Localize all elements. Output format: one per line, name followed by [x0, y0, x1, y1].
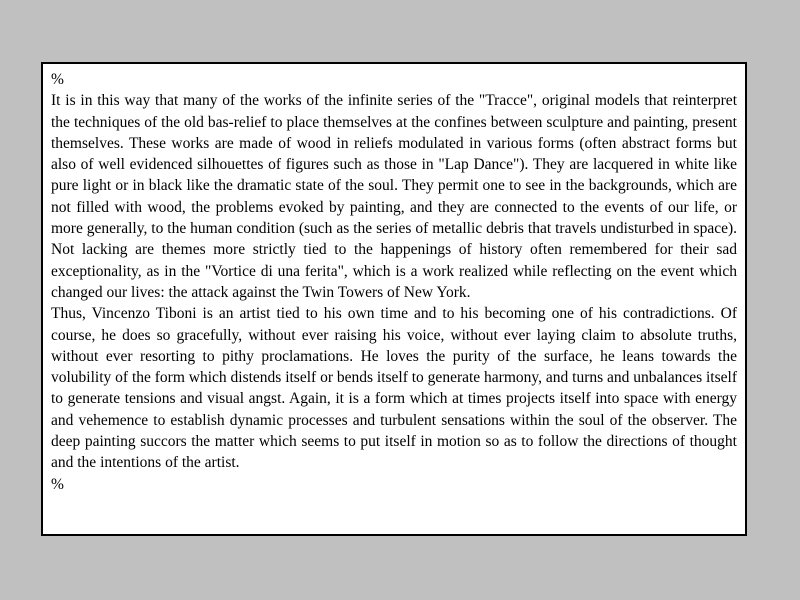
paragraph-2: Thus, Vincenzo Tiboni is an artist tied to his own time and to his becoming one of his contradictions. Of course, he does so gracefully, without ever raising his voice, without ever laying claim to absolute truths, without ever resorting to pithy proclamations. He loves the purity of the surface, he leans towards the volubility of the form which distends itself or bends itself to generate harmony, and turns and unbalances itself to generate tensions and visual angst. Again, it is a form which at times projects itself into space with energy and vehemence to establish dynamic processes and turbulent sensations within the soul of the observer. The deep painting succors the matter which seems to put itself in motion so as to follow the directions of thought and the intentions of the artist. — [51, 305, 737, 472]
text-box — [41, 62, 747, 536]
start-marker: % — [51, 71, 64, 88]
paragraph-1: It is in this way that many of the works of the infinite series of the "Tracce", original models that reinterpret the techniques of the old bas-relief to place themselves at the confines between sculpture and painting, present themselves. These works are made of wood in reliefs modulated in various forms (often abstract forms but also of well evidenced silhouettes of figures such as those in "Lap Dance"). They are lacquered in white like pure light or in black like the dramatic state of the soul. They permit one to see in the backgrounds, which are not filled with wood, the problems evoked by painting, and they are connected to the events of our life, or more generally, to the human condition (such as the series of metallic debris that travels undisturbed in space). Not lacking are themes more strictly tied to the happenings of history often remembered for their sad exceptionality, as in the "Vortice di una ferita", which is a work realized while reflecting on the event which changed our lives: the attack against the Twin Towers of New York. — [51, 92, 737, 301]
end-marker: % — [51, 475, 64, 493]
